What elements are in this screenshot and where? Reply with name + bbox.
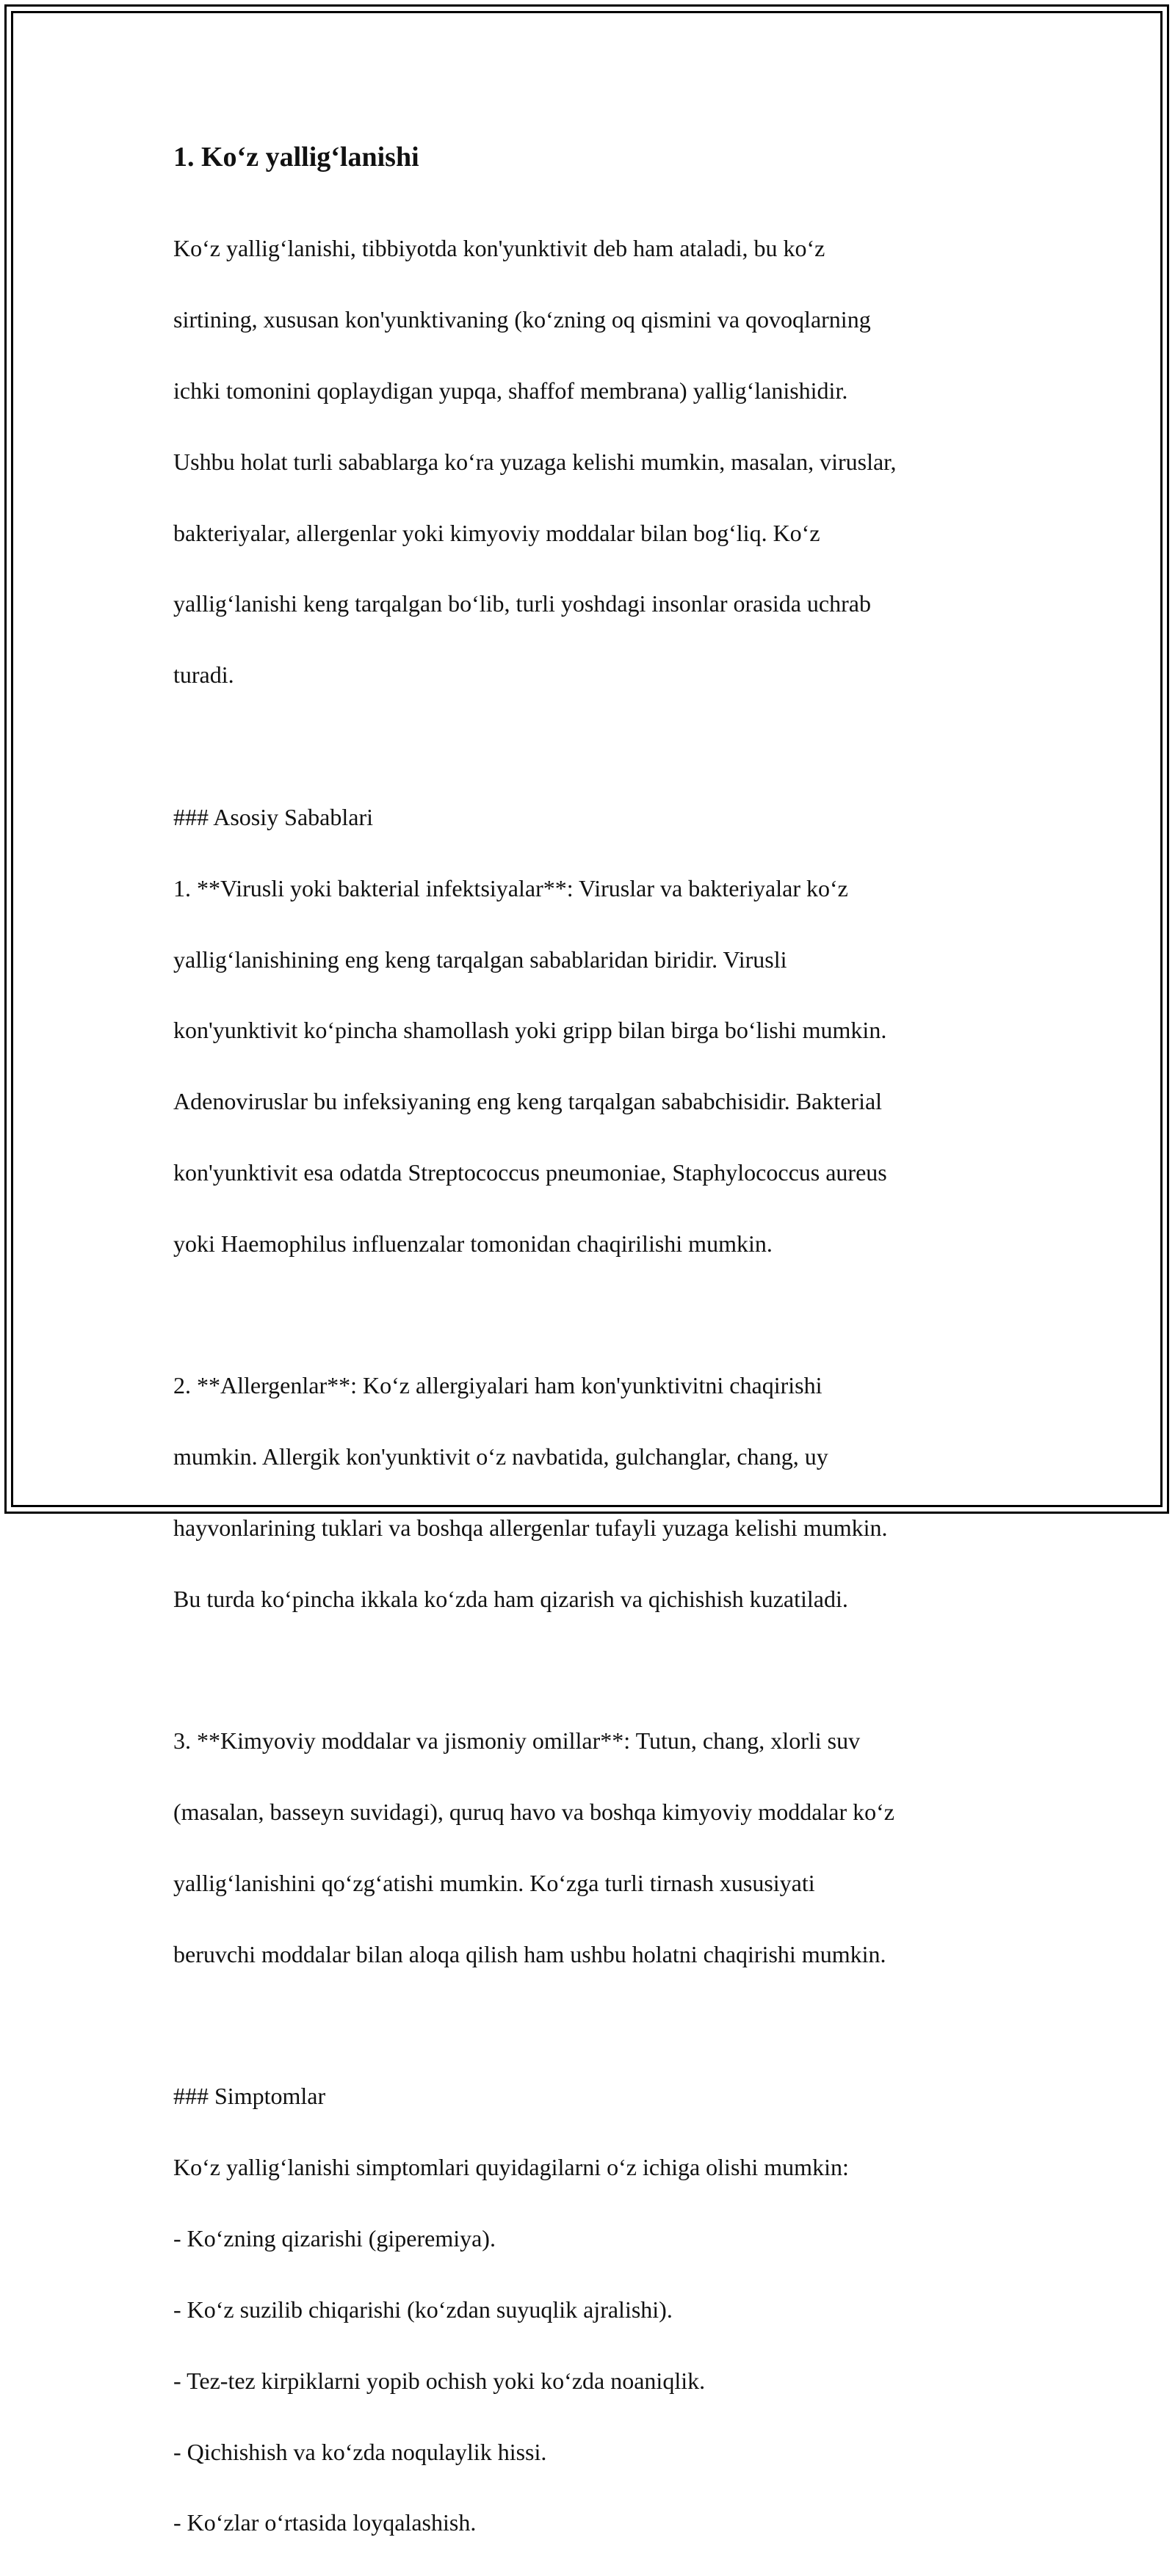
text-line: 3. **Kimyoviy moddalar va jismoniy omillar**: Tutun, chang, xlorli suv	[173, 1727, 861, 1755]
paragraph-gap	[173, 1297, 1018, 1332]
causes-section	[173, 763, 1018, 1296]
text-line: kon'yunktivit esa odatda Streptococcus pneumoniae, Staphylococcus aureus	[173, 1158, 887, 1186]
document-title: 1. Ko‘z yallig‘lanishi	[173, 142, 419, 173]
symptoms-heading: ### Simptomlar	[173, 2083, 326, 2110]
cause-2-paragraph	[173, 1332, 1018, 1652]
list-item: - Ko‘zning qizarishi (giperemiya).	[173, 2225, 496, 2252]
text-line: hayvonlarining tuklari va boshqa allergenlar tufayli yuzaga kelishi mumkin.	[173, 1514, 888, 1541]
text-line: Ko‘z yallig‘lanishi, tibbiyotda kon'yunktivit deb ham ataladi, bu ko‘z	[173, 235, 825, 262]
text-line: yoki Haemophilus influenzalar tomonidan chaqirilishi mumkin.	[173, 1230, 773, 1257]
text-line: Bu turda ko‘pincha ikkala ko‘zda ham qizarish va qichishish kuzatiladi.	[173, 1585, 848, 1612]
text-line: Adenoviruslar bu infeksiyaning eng keng tarqalgan sababchisidir. Bakterial	[173, 1088, 883, 1115]
list-item: - Ko‘zlar o‘rtasida loyqalashish.	[173, 2509, 477, 2536]
cause-3-paragraph	[173, 1688, 1018, 2008]
text-line: turadi.	[173, 661, 234, 689]
list-item: - Tez-tez kirpiklarni yopib ochish yoki ko‘zda noaniqlik.	[173, 2367, 706, 2394]
text-line: sirtining, xususan kon'yunktivaning (ko‘zning oq qismini va qovoqlarning	[173, 306, 871, 333]
paragraph-gap	[173, 2008, 1018, 2043]
text-line: yallig‘lanishining eng keng tarqalgan sabablaridan biridir. Virusli	[173, 946, 787, 973]
list-item: - Qichishish va ko‘zda noqulaylik hissi.	[173, 2438, 547, 2465]
text-line: bakteriyalar, allergenlar yoki kimyoviy moddalar bilan bog‘liq. Ko‘z	[173, 519, 820, 546]
text-line: beruvchi moddalar bilan aloqa qilish ham ushbu holatni chaqirishi mumkin.	[173, 1940, 886, 1967]
intro-paragraph	[173, 195, 1018, 728]
paragraph-gap	[173, 1652, 1018, 1688]
text-line: yallig‘lanishi keng tarqalgan bo‘lib, turli yoshdagi insonlar orasida uchrab	[173, 590, 871, 617]
text-line: Ushbu holat turli sabablarga ko‘ra yuzaga kelishi mumkin, masalan, viruslar,	[173, 448, 897, 475]
text-line: kon'yunktivit ko‘pincha shamollash yoki gripp bilan birga bo‘lishi mumkin.	[173, 1017, 887, 1044]
text-line: (masalan, basseyn suvidagi), quruq havo va boshqa kimyoviy moddalar ko‘z	[173, 1799, 894, 1826]
text-line: ichki tomonini qoplaydigan yupqa, shaffof membrana) yallig‘lanishidir.	[173, 377, 848, 404]
text-line: yallig‘lanishini qo‘zg‘atishi mumkin. Ko‘zga turli tirnash xususiyati	[173, 1870, 815, 1897]
text-line: 2. **Allergenlar**: Ko‘z allergiyalari ham kon'yunktivitni chaqirishi	[173, 1372, 822, 1399]
document-body	[173, 138, 1018, 2576]
list-item: - Ko‘z suzilib chiqarishi (ko‘zdan suyuqlik ajralishi).	[173, 2296, 673, 2323]
text-line: 1. **Virusli yoki bakterial infektsiyalar**: Viruslar va bakteriyalar ko‘z	[173, 874, 848, 901]
text-line: mumkin. Allergik kon'yunktivit o‘z navbatida, gulchanglar, chang, uy	[173, 1443, 828, 1470]
symptoms-section	[173, 2043, 1018, 2576]
symptoms-intro: Ko‘z yallig‘lanishi simptomlari quyidagilarni o‘z ichiga olishi mumkin:	[173, 2154, 849, 2181]
paragraph-gap	[173, 728, 1018, 763]
causes-heading: ### Asosiy Sabablari	[173, 803, 373, 830]
